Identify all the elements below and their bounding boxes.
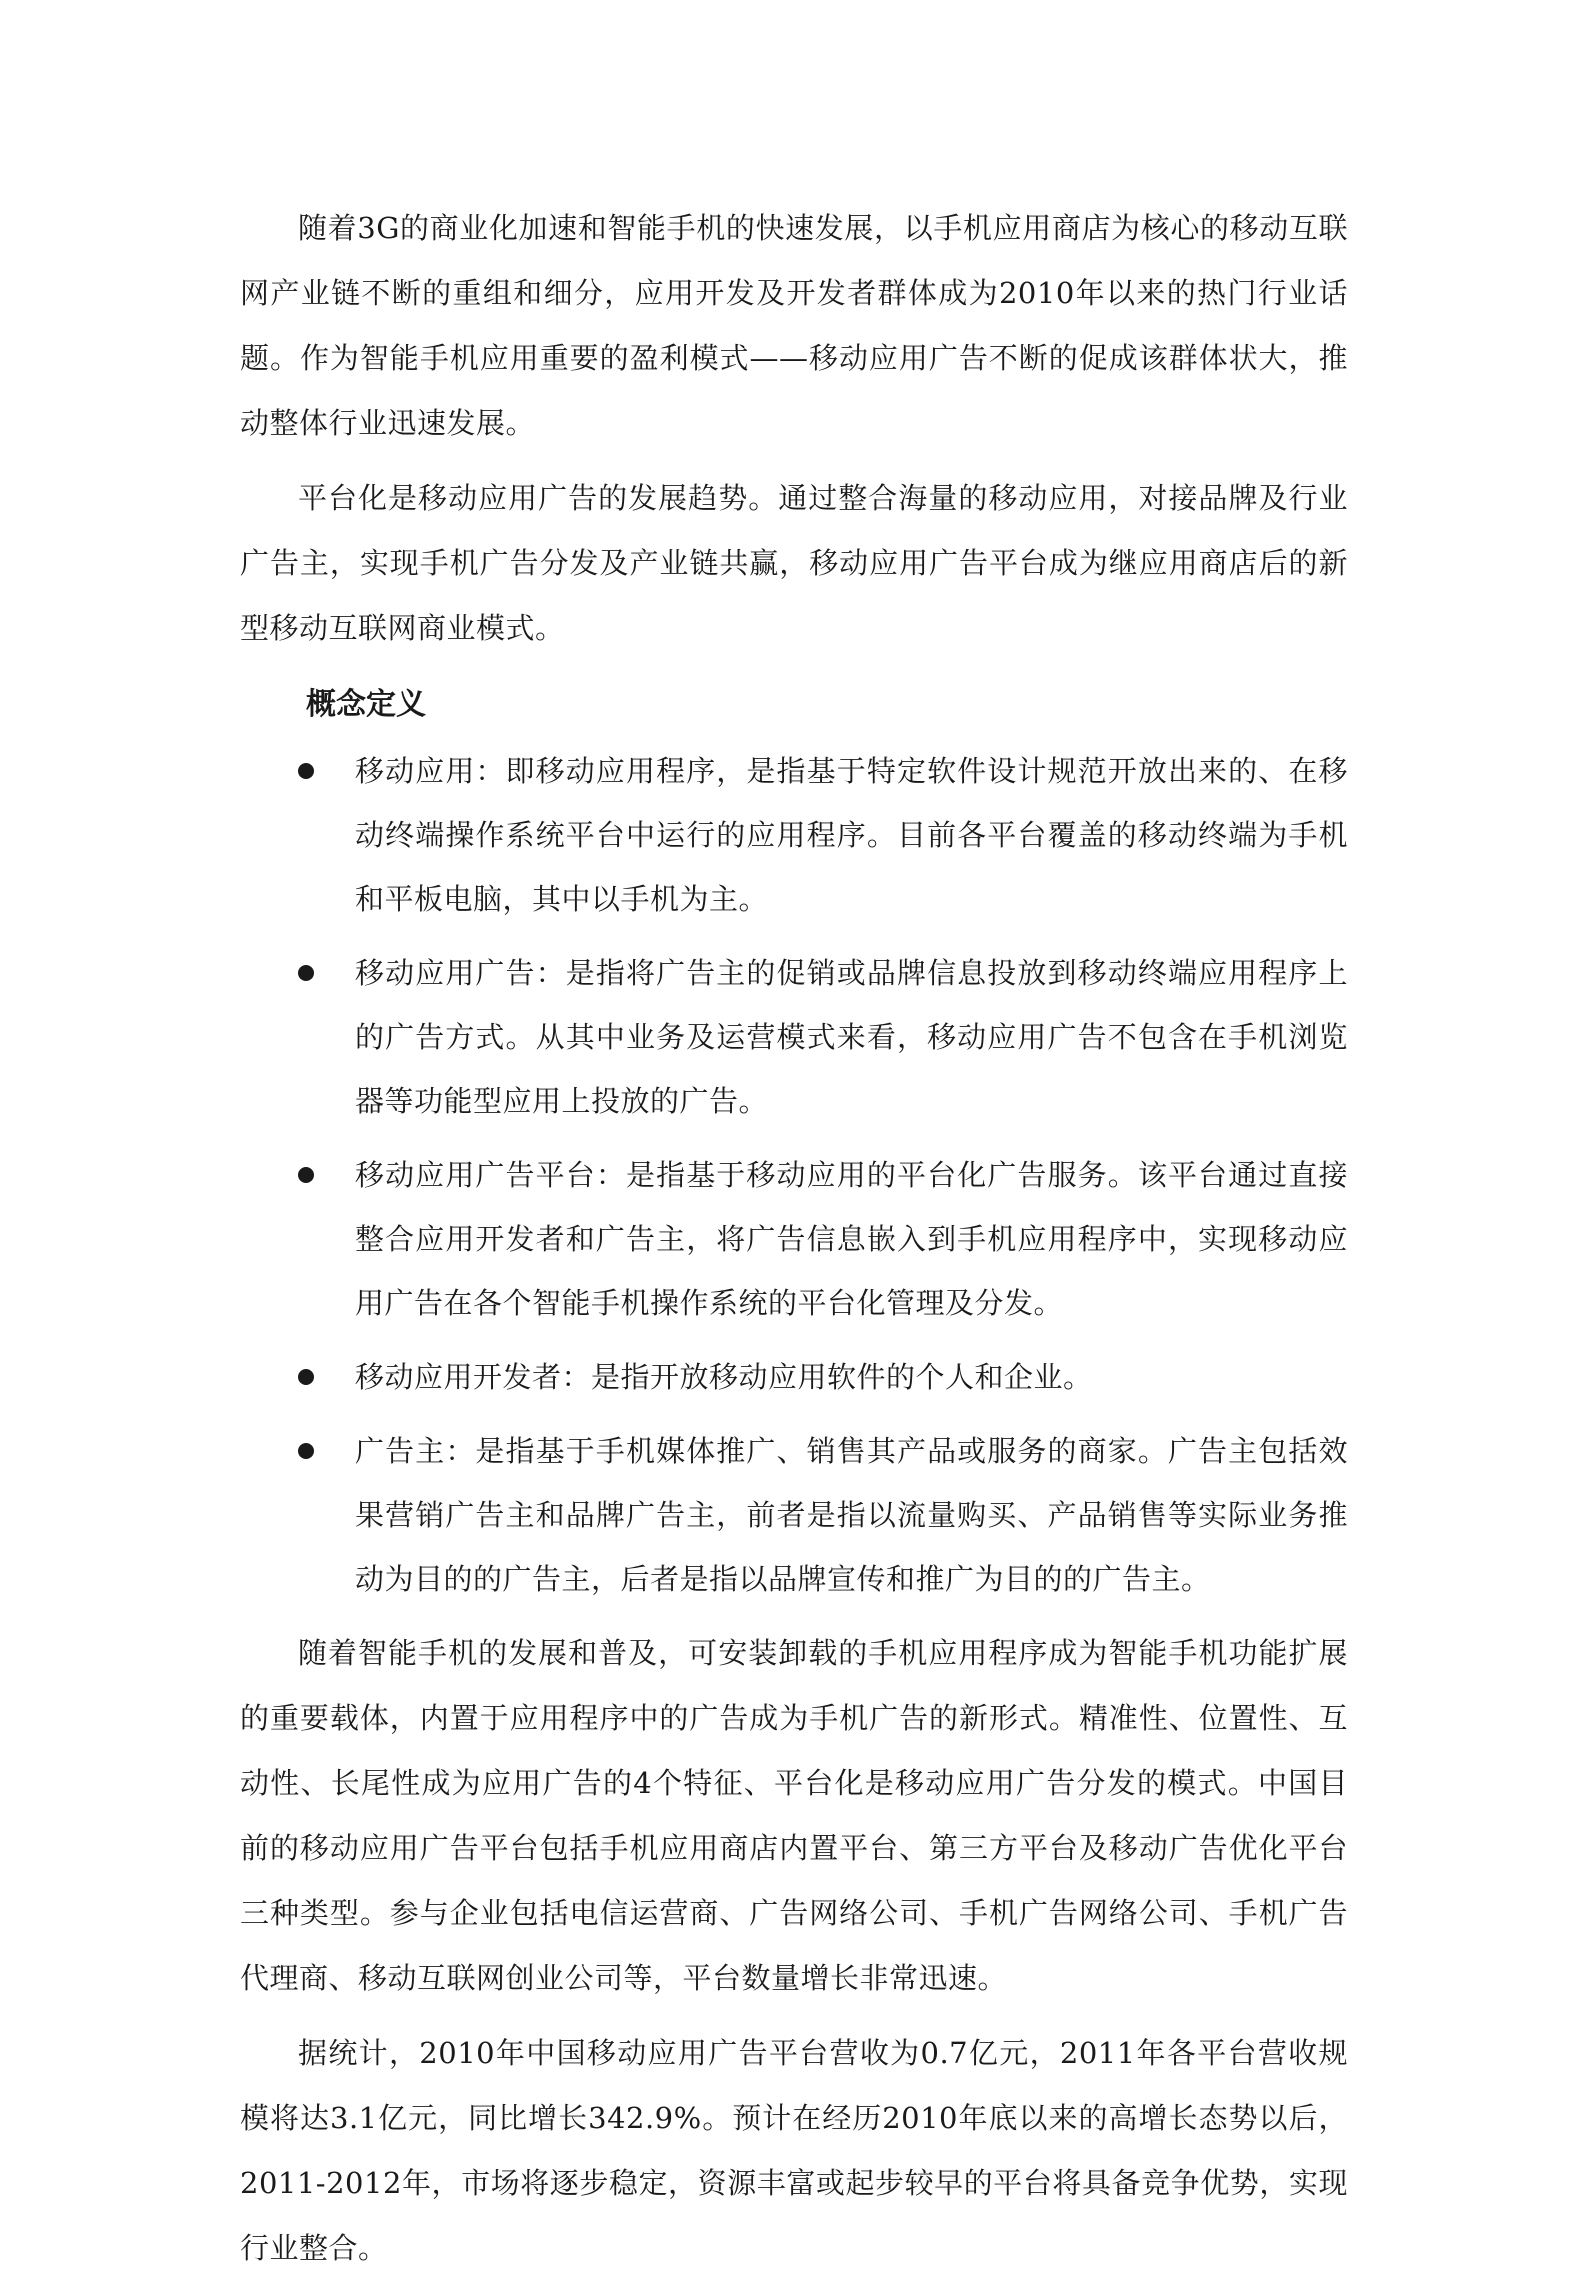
intro-paragraph-2: 平台化是移动应用广告的发展趋势。通过整合海量的移动应用，对接品牌及行业广告主，实现手机广告分发及产业链共赢，移动应用广告平台成为继应用商店后的新型移动互联网商业模式。 [240, 481, 1348, 645]
bullet-icon [298, 1443, 314, 1459]
definition-item [240, 941, 1348, 1133]
definition-text: 移动应用广告：是指将广告主的促销或品牌信息投放到移动终端应用程序上的广告方式。从其中业务及运营模式来看，移动应用广告不包含在手机浏览器等功能型应用上投放的广告。 [355, 956, 1348, 1118]
body-paragraph-1: 随着智能手机的发展和普及，可安装卸载的手机应用程序成为智能手机功能扩展的重要载体，内置于应用程序中的广告成为手机广告的新形式。精准性、位置性、互动性、长尾性成为应用广告的4个特征、平台化是移动应用广告分发的模式。中国目前的移动应用广告平台包括手机应用商店内置平台、第三方平台及移动广告优化平台三种类型。参与企业包括电信运营商、广告网络公司、手机广告网络公司、手机广告代理商、移动互联网创业公司等，平台数量增长非常迅速。 [240, 1636, 1348, 1995]
paragraph-gap [240, 661, 1348, 671]
definition-item [240, 1419, 1348, 1611]
definition-item [240, 1143, 1348, 1335]
bullet-icon [298, 965, 314, 981]
bullet-icon [298, 1167, 314, 1183]
document-page [240, 196, 1348, 2281]
definition-item [240, 1345, 1348, 1409]
paragraph-gap [240, 456, 1348, 466]
section-title: 概念定义 [306, 687, 426, 722]
definition-text: 广告主：是指基于手机媒体推广、销售其产品或服务的商家。广告主包括效果营销广告主和品牌广告主，前者是指以流量购买、产品销售等实际业务推动为目的的广告主，后者是指以品牌宣传和推广为目的的广告主。 [355, 1434, 1348, 1596]
definition-text: 移动应用开发者：是指开放移动应用软件的个人和企业。 [355, 1360, 1093, 1394]
paragraph-gap [240, 1611, 1348, 1621]
item-gap [240, 931, 1348, 941]
definition-text: 移动应用广告平台：是指基于移动应用的平台化广告服务。该平台通过直接整合应用开发者和广告主，将广告信息嵌入到手机应用程序中，实现移动应用广告在各个智能手机操作系统的平台化管理及分发。 [355, 1158, 1348, 1320]
definition-list [240, 739, 1348, 1611]
item-gap [240, 1335, 1348, 1345]
intro-paragraph-1: 随着3G的商业化加速和智能手机的快速发展，以手机应用商店为核心的移动互联网产业链不断的重组和细分，应用开发及开发者群体成为2010年以来的热门行业话题。作为智能手机应用重要的盈利模式——移动应用广告不断的促成该群体状大，推动整体行业迅速发展。 [240, 211, 1348, 440]
bullet-icon [298, 1369, 314, 1385]
paragraph-gap [240, 2011, 1348, 2021]
definition-item [240, 739, 1348, 931]
item-gap [240, 1409, 1348, 1419]
body-paragraph-2: 据统计，2010年中国移动应用广告平台营收为0.7亿元，2011年各平台营收规模将达3.1亿元，同比增长342.9%。预计在经历2010年底以来的高增长态势以后，2011-2012年，市场将逐步稳定，资源丰富或起步较早的平台将具备竞争优势，实现行业整合。 [240, 2036, 1348, 2265]
definition-text: 移动应用：即移动应用程序，是指基于特定软件设计规范开放出来的、在移动终端操作系统平台中运行的应用程序。目前各平台覆盖的移动终端为手机和平板电脑，其中以手机为主。 [355, 754, 1348, 916]
bullet-icon [298, 763, 314, 779]
item-gap [240, 1133, 1348, 1143]
